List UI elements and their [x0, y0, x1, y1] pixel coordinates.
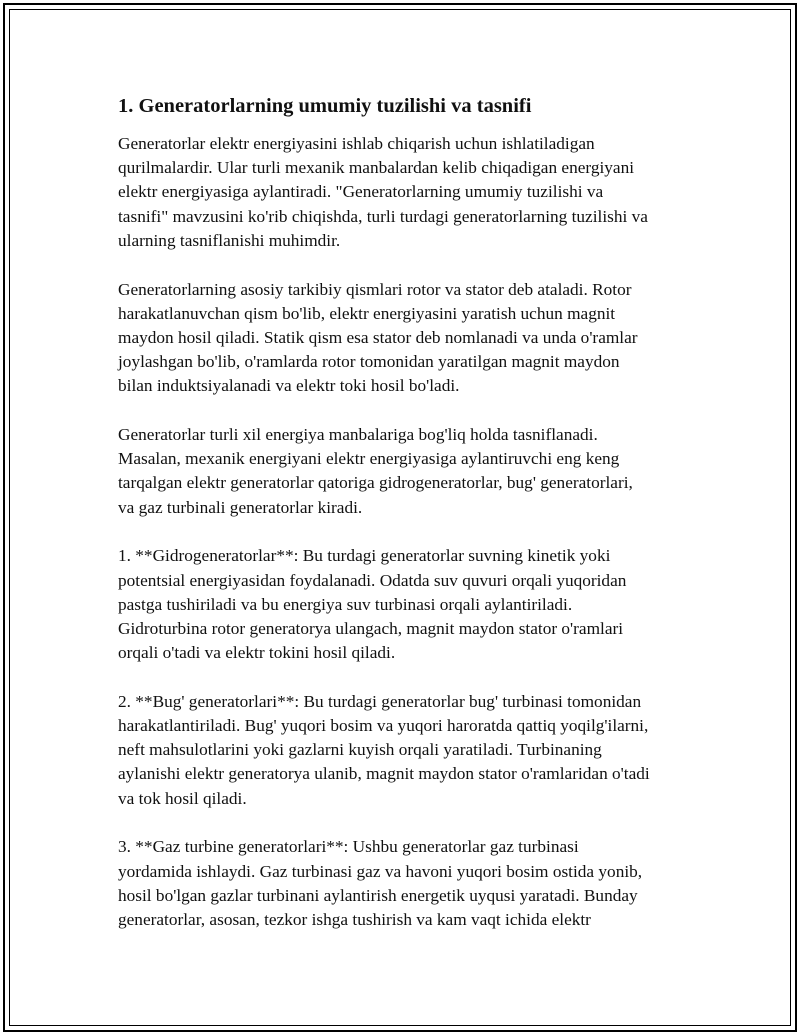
text-line: Generatorlar turli xil energiya manbalariga bog'liq holda tasniflanadi. — [118, 425, 598, 445]
paragraph-intro — [118, 132, 698, 253]
text-line: orqali o'tadi va elektr tokini hosil qiladi. — [118, 643, 396, 663]
text-line: neft mahsulotlarini yoki gazlarni kuyish orqali yaratiladi. Turbinaning — [118, 740, 602, 760]
text-line: generatorlar, asosan, tezkor ishga tushirish va kam vaqt ichida elektr — [118, 909, 591, 929]
paragraph-components — [118, 278, 698, 399]
text-line: elektr energiyasiga aylantiradi. "Generatorlarning umumiy tuzilishi va — [118, 182, 604, 202]
text-line: yordamida ishlaydi. Gaz turbinasi gaz va havoni yuqori bosim ostida yonib, — [118, 861, 643, 881]
text-line: pastga tushiriladi va bu energiya suv turbinasi orqali aylantiriladi. — [118, 594, 573, 614]
text-line: Masalan, mexanik energiyani elektr energiyasiga aylantiruvchi eng keng — [118, 449, 620, 469]
paragraph-steam-generators — [118, 690, 698, 811]
text-line: 3. **Gaz turbine generatorlari**: Ushbu generatorlar gaz turbinasi — [118, 837, 579, 857]
paragraph-classification — [118, 423, 698, 520]
section-heading: 1. Generatorlarning umumiy tuzilishi va tasnifi — [118, 95, 532, 117]
text-line: maydon hosil qiladi. Statik qism esa stator deb nomlanadi va unda o'ramlar — [118, 327, 638, 347]
text-line: harakatlanuvchan qism bo'lib, elektr energiyasini yaratish uchun magnit — [118, 303, 616, 323]
text-line: bilan induktsiyalanadi va elektr toki hosil bo'ladi. — [118, 376, 460, 396]
text-line: qurilmalardir. Ular turli mexanik manbalardan kelib chiqadigan energiyani — [118, 158, 635, 178]
text-line: Gidroturbina rotor generatorya ulangach, magnit maydon stator o'ramlari — [118, 618, 624, 638]
text-line: hosil bo'lgan gazlar turbinani aylantirish energetik uyqusi yaratadi. Bunday — [118, 885, 638, 905]
text-line: 1. **Gidrogeneratorlar**: Bu turdagi generatorlar suvning kinetik yoki — [118, 546, 611, 566]
text-line: joylashgan bo'lib, o'ramlarda rotor tomonidan yaratilgan magnit maydon — [118, 352, 620, 372]
document-body — [118, 92, 698, 957]
paragraph-hydrogenerators — [118, 544, 698, 665]
text-line: Generatorlar elektr energiyasini ishlab chiqarish uchun ishlatiladigan — [118, 134, 595, 153]
text-line: tarqalgan elektr generatorlar qatoriga gidrogeneratorlar, bug' generatorlari, — [118, 473, 633, 493]
text-line: Generatorlarning asosiy tarkibiy qismlari rotor va stator deb ataladi. Rotor — [118, 279, 632, 299]
text-line: 2. **Bug' generatorlari**: Bu turdagi generatorlar bug' turbinasi tomonidan — [118, 691, 642, 711]
text-line: aylanishi elektr generatorya ulanib, magnit maydon stator o'ramlaridan o'tadi — [118, 764, 650, 784]
text-line: va tok hosil qiladi. — [118, 788, 247, 808]
text-line: potentsial energiyasidan foydalanadi. Odatda suv quvuri orqali yuqoridan — [118, 570, 627, 590]
text-line: tasnifi" mavzusini ko'rib chiqishda, turli turdagi generatorlarning tuzilishi va — [118, 206, 648, 226]
text-line: harakatlantiriladi. Bug' yuqori bosim va yuqori haroratda qattiq yoqilg'ilarni, — [118, 716, 649, 736]
text-line: ularning tasniflanishi muhimdir. — [118, 230, 341, 250]
text-line: va gaz turbinali generatorlar kiradi. — [118, 497, 363, 517]
paragraph-gas-turbine-generators — [118, 835, 698, 932]
